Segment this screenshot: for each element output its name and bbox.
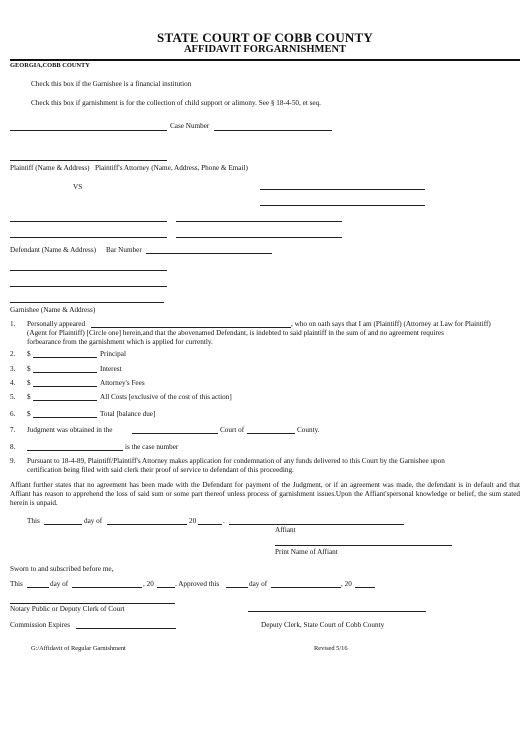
item-9-text-b: certification being filed with said clerk their proof of service to defendant of this proceeding. [27,466,294,474]
item-7-number: 7. [10,426,16,434]
commission-expires-label: Commission Expires [10,621,71,629]
item-7-text-a: Judgment was obtained in the [27,426,113,434]
principal-amount-line[interactable] [33,357,97,358]
item-6-dollar: $ [27,410,31,418]
total-amount-line[interactable] [33,417,97,418]
affiant-signature-line[interactable] [229,524,404,525]
attorney-line-2[interactable] [260,205,425,206]
county-label: GEORGIA,COBB COUNTY [10,62,90,69]
item-5-dollar: $ [27,393,31,401]
affiant-label: Affiant [275,526,296,534]
prior-case-number-line[interactable] [27,450,123,451]
form-title: STATE COURT OF COBB COUNTY [157,30,373,45]
form-id: G:/Affidavit of Regular Garnishment [31,645,126,652]
item-9-number: 9. [10,457,16,465]
sworn-day-of-label: day of [50,580,69,588]
attorney-line-3[interactable] [176,221,342,222]
sworn-month-line[interactable] [72,587,142,588]
child-support-check-label: Check this box if garnishment is for the collection of child support or alimony. See § 18-4-50, et seq. [31,99,321,107]
plaintiff-label: Plaintiff (Name & Address) [10,164,90,172]
item-7-text-c: County. [297,426,320,434]
attorney-fees-amount-line[interactable] [33,386,97,387]
item-8-label: is the case number [125,443,179,451]
plaintiff-name-line[interactable] [10,130,167,131]
affiant-twenty-label: 20 [189,517,197,525]
defendant-line-1[interactable] [10,221,167,222]
deputy-clerk-signature-line[interactable] [248,611,426,612]
item-9-text-a: Pursuant to 18-4-89, Plaintiff/Plaintiff's Attorney makes application for condemnation of any funds delivered to this Court by the Garnishee upon [27,457,445,465]
affiant-print-name-line[interactable] [275,545,452,546]
costs-label: All Costs [exclusive of the cost of this action] [100,393,232,401]
garnishee-line-3[interactable] [10,302,164,303]
item-2-number: 2. [10,350,16,358]
header-rule [10,59,520,61]
affiant-this-label: This [27,517,40,525]
item-1-text-a: Personally appeared [27,320,86,328]
attorney-line-1[interactable] [260,189,425,190]
county-name-line[interactable] [247,433,295,434]
item-3-dollar: $ [27,365,31,373]
item-5-number: 5. [10,393,16,401]
item-6-number: 6. [10,410,16,418]
plaintiff-address-line[interactable] [10,160,167,161]
costs-amount-line[interactable] [33,400,97,401]
attorney-line-4[interactable] [176,237,342,238]
commission-expires-line[interactable] [76,628,176,629]
case-number-line[interactable] [214,130,332,131]
notary-signature-line[interactable] [10,603,175,604]
item-4-number: 4. [10,379,16,387]
form-subtitle: AFFIDAVIT FORGARNISHMENT [183,44,347,55]
affiant-period: . [223,517,225,525]
bar-number-label: Bar Number [106,246,142,254]
item-1-text-c: (Agent for Plaintiff) [Circle one] herein,and that the abovenamed Defendant, is indebted to said plaintiff in the sum of and no agreement requires [27,329,444,337]
approved-label: . Approved this [175,580,220,588]
revision-label: Revised 5/16 [314,645,348,652]
defendant-label: Defendant (Name & Address) [10,246,97,254]
attorney-fees-label: Attorney's Fees [100,379,145,387]
garnishee-line-1[interactable] [10,270,167,271]
item-1-number: 1. [10,320,16,328]
affiant-statement: Affiant further states that no agreement has been made with the Defendant for payment of the Judgment, or if an agreement was made, the defendant is in default and that Affiant has reason to apprehend the loss of said sum or some part thereof unless process of garnishment issues.Upon the Affiant'spersonal knowledge or belief, the sum stated herein is unpaid. [10,481,520,507]
sworn-twenty-label: , 20 [143,580,154,588]
bar-number-line[interactable] [146,253,272,254]
item-4-dollar: $ [27,379,31,387]
personally-appeared-line[interactable] [91,327,291,328]
sworn-year-line[interactable] [157,587,175,588]
approved-year-line[interactable] [355,587,375,588]
garnishee-label: Garnishee (Name & Address) [10,306,96,314]
financial-institution-check-label: Check this box if the Garnishee is a financial institution [31,80,192,88]
case-number-label: Case Number [170,122,210,130]
versus-label: VS [73,183,83,191]
interest-label: Interest [100,365,122,373]
sworn-this-label: This [10,580,23,588]
item-1-text-d: forbearance from the garnishment which is applied for currently. [27,338,213,346]
deputy-clerk-label: Deputy Clerk, State Court of Cobb County [261,621,385,629]
affiant-year-line[interactable] [198,524,222,525]
sworn-heading: Sworn to and subscribed before me, [10,565,114,573]
defendant-line-2[interactable] [10,237,167,238]
plaintiff-attorney-label: Plaintiff's Attorney (Name, Address, Phone & Email) [95,164,248,172]
affiant-day-line[interactable] [44,524,82,525]
total-label: Total [balance due] [100,410,156,418]
item-2-dollar: $ [27,350,31,358]
sworn-day-line[interactable] [27,587,49,588]
item-1-text-b: , who on oath says that I am (Plaintiff) (Attorney at Law for Plaintiff) [291,320,491,328]
approved-month-line[interactable] [271,587,341,588]
approved-day-of-label: day of [249,580,268,588]
affiant-month-line[interactable] [107,524,187,525]
garnishee-line-2[interactable] [10,286,167,287]
item-3-number: 3. [10,365,16,373]
item-8-number: 8. [10,443,16,451]
item-7-text-b: Court of [220,426,245,434]
interest-amount-line[interactable] [33,372,97,373]
affiant-day-of-label: day of [84,517,103,525]
notary-label: Notary Public or Deputy Clerk of Court [10,605,125,613]
principal-label: Principal [100,350,126,358]
print-name-label: Print Name of Affiant [275,548,338,556]
approved-day-line[interactable] [226,587,248,588]
approved-twenty-label: , 20 [341,580,352,588]
court-name-line[interactable] [132,433,218,434]
